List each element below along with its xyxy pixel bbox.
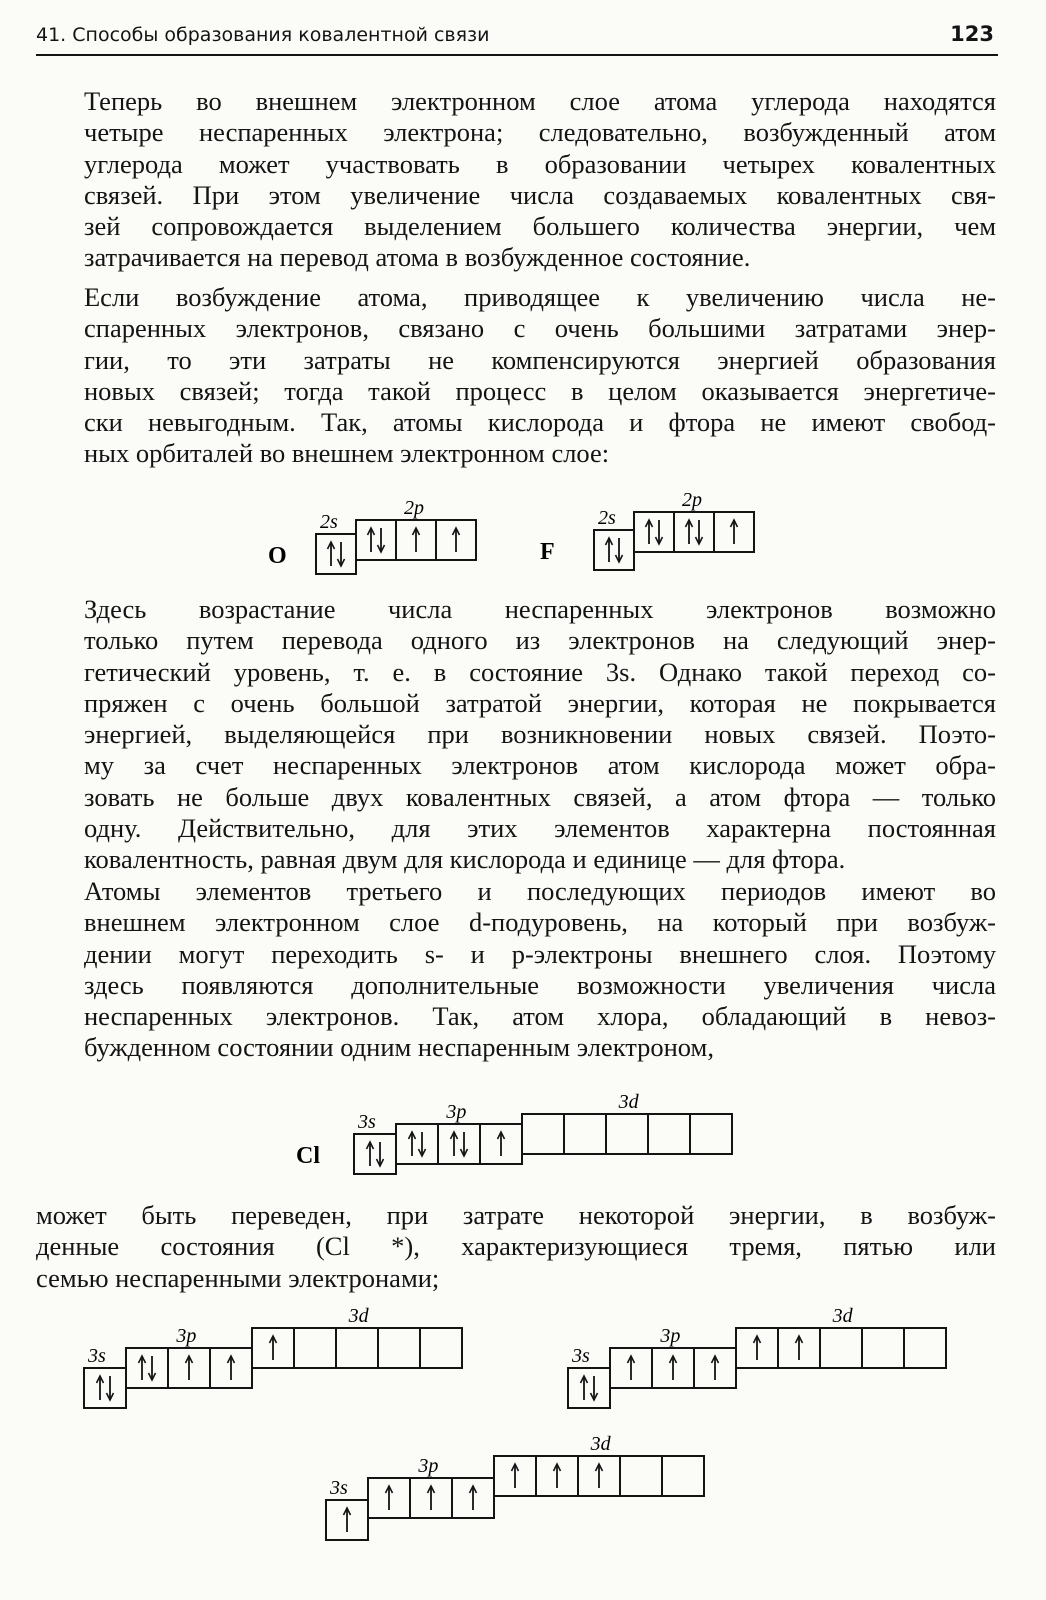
chlorine-excited-5-diagram bbox=[568, 1305, 968, 1427]
orbital-cell bbox=[368, 1478, 410, 1518]
s-label: 3s bbox=[358, 1111, 376, 1133]
paragraph-2 bbox=[36, 282, 996, 470]
orbital-cell bbox=[396, 1124, 438, 1164]
text-line: гии, то эти затраты не компенсируются энергией образования bbox=[84, 344, 996, 375]
text-line: пряжен с очень большой затратой энергии, которая не покрывается bbox=[84, 687, 996, 718]
orbital-cell bbox=[354, 1134, 396, 1174]
s-label: 3s bbox=[88, 1345, 106, 1367]
paragraph-4 bbox=[36, 876, 996, 1064]
orbital-cell bbox=[694, 1348, 736, 1388]
s-sublevel bbox=[316, 534, 356, 574]
d-sublevel bbox=[522, 1114, 732, 1154]
orbital-cell bbox=[480, 1124, 522, 1164]
orbital-cell bbox=[652, 1348, 694, 1388]
paragraph-1 bbox=[36, 86, 996, 274]
p-sublevel bbox=[126, 1348, 252, 1388]
text-line: Атомы элементов третьего и последующих периодов имеют во bbox=[84, 876, 996, 906]
orbital-cell bbox=[438, 1124, 480, 1164]
p-label: 3p bbox=[660, 1325, 681, 1347]
s-sublevel bbox=[354, 1134, 396, 1174]
text-line: новых связей; тогда такой процесс в целом оказывается энергетиче- bbox=[84, 375, 996, 406]
text-line: затрачивается на перевод атома в возбужденное состояние. bbox=[84, 242, 751, 273]
orbital-cell bbox=[336, 1328, 378, 1368]
orbital-cell bbox=[620, 1456, 662, 1496]
orbital-cell bbox=[568, 1368, 610, 1408]
d-label: 3d bbox=[618, 1091, 639, 1113]
d-sublevel bbox=[736, 1328, 946, 1368]
text-line: спаренных электронов, связано с очень большими затратами энер- bbox=[84, 313, 996, 344]
orbital-cell bbox=[356, 520, 396, 560]
orbital-cell bbox=[634, 512, 674, 552]
orbital-cell bbox=[714, 512, 754, 552]
s-label: 2s bbox=[320, 511, 338, 533]
paragraph-3 bbox=[36, 594, 996, 876]
p-sublevel bbox=[396, 1124, 522, 1164]
text-line: гетический уровень, т. е. в состояние 3s. Однако такой переход со- bbox=[84, 656, 996, 687]
orbital-cell bbox=[84, 1368, 126, 1408]
text-line: одну. Действительно, для этих элементов характерна постоянная bbox=[84, 813, 996, 844]
text-line: зей сопровождается выделением большего количества энергии, чем bbox=[84, 211, 996, 242]
orbital-cell bbox=[648, 1114, 690, 1154]
p-sublevel bbox=[634, 512, 754, 552]
orbital-cell bbox=[294, 1328, 336, 1368]
orbital-cell bbox=[564, 1114, 606, 1154]
orbital-cell bbox=[594, 530, 634, 570]
chlorine-orbital-diagram bbox=[296, 1082, 756, 1187]
orbital-cell bbox=[662, 1456, 704, 1496]
s-label: 2s bbox=[598, 507, 616, 529]
chlorine-excited-7-diagram bbox=[326, 1433, 726, 1565]
d-sublevel bbox=[494, 1456, 704, 1496]
text-line: ски невыгодным. Так, атомы кислорода и фтора не имеют свобод- bbox=[84, 407, 996, 438]
s-label: 3s bbox=[572, 1345, 590, 1367]
p-label: 2p bbox=[682, 489, 702, 511]
oxygen-orbital-diagram bbox=[268, 490, 498, 585]
text-line: семью неспаренными электронами; bbox=[36, 1262, 440, 1293]
s-label: 3s bbox=[330, 1477, 348, 1499]
s-sublevel bbox=[568, 1368, 610, 1408]
text-line: внешнем электронном слое d-подуровень, на который при возбуж- bbox=[84, 907, 996, 938]
orbital-cell bbox=[820, 1328, 862, 1368]
d-label: 3d bbox=[590, 1433, 611, 1455]
orbital-cell bbox=[420, 1328, 462, 1368]
text-line: связей. При этом увеличение числа создаваемых ковалентных свя- bbox=[84, 179, 996, 210]
orbital-cell bbox=[862, 1328, 904, 1368]
orbital-cell bbox=[610, 1348, 652, 1388]
p-label: 2p bbox=[404, 497, 424, 519]
s-sublevel bbox=[84, 1368, 126, 1408]
text-line: углерода может участвовать в образовании четырех ковалентных bbox=[84, 148, 996, 179]
text-line: четыре неспаренных электрона; следовательно, возбужденный атом bbox=[84, 117, 996, 148]
element-symbol: Cl bbox=[296, 1142, 320, 1169]
orbital-cell bbox=[436, 520, 476, 560]
orbital-cell bbox=[674, 512, 714, 552]
running-header bbox=[36, 22, 996, 52]
orbital-cell bbox=[736, 1328, 778, 1368]
text-line: зовать не больше двух ковалентных связей, а атом фтора — только bbox=[84, 781, 996, 812]
p-label: 3p bbox=[176, 1325, 197, 1347]
s-sublevel bbox=[326, 1500, 368, 1540]
orbital-cell bbox=[690, 1114, 732, 1154]
section-title: 41. Способы образования ковалентной связи bbox=[36, 24, 490, 46]
text-line: ковалентность, равная двум для кислорода и единице — для фтора. bbox=[84, 844, 846, 875]
d-sublevel bbox=[252, 1328, 462, 1368]
orbital-cell bbox=[522, 1114, 564, 1154]
p-sublevel bbox=[368, 1478, 494, 1518]
fluorine-orbital-diagram bbox=[540, 480, 770, 585]
page-number: 123 bbox=[950, 22, 994, 46]
text-line: энергией, выделяющейся при возникновении новых связей. Поэто- bbox=[84, 719, 996, 750]
orbital-cell bbox=[210, 1348, 252, 1388]
orbital-cell bbox=[778, 1328, 820, 1368]
text-line: только путем перевода одного из электронов на следующий энер- bbox=[84, 625, 996, 656]
d-label: 3d bbox=[348, 1305, 369, 1327]
p-sublevel bbox=[610, 1348, 736, 1388]
p-label: 3p bbox=[418, 1455, 439, 1477]
text-line: му за счет неспаренных электронов атом кислорода может обра- bbox=[84, 750, 996, 781]
element-symbol: F bbox=[540, 538, 555, 565]
text-line: бужденном состоянии одним неспаренным электроном, bbox=[84, 1032, 714, 1063]
text-line: Здесь возрастание числа неспаренных электронов возможно bbox=[84, 594, 996, 624]
d-label: 3d bbox=[832, 1305, 853, 1327]
paragraph-5 bbox=[36, 1200, 996, 1294]
orbital-cell bbox=[410, 1478, 452, 1518]
text-line: Если возбуждение атома, приводящее к увеличению числа не- bbox=[84, 282, 996, 312]
orbital-cell bbox=[168, 1348, 210, 1388]
orbital-cell bbox=[378, 1328, 420, 1368]
orbital-cell bbox=[126, 1348, 168, 1388]
orbital-cell bbox=[326, 1500, 368, 1540]
orbital-cell bbox=[316, 534, 356, 574]
chlorine-excited-3-diagram bbox=[84, 1305, 484, 1427]
text-line: здесь появляются дополнительные возможности увеличения числа bbox=[84, 969, 996, 1000]
orbital-cell bbox=[452, 1478, 494, 1518]
orbital-cell bbox=[578, 1456, 620, 1496]
orbital-cell bbox=[904, 1328, 946, 1368]
text-line: ных орбиталей во внешнем электронном слое: bbox=[84, 438, 610, 469]
p-label: 3p bbox=[446, 1101, 467, 1123]
text-line: денные состояния (Cl *), характеризующиеся тремя, пятью или bbox=[36, 1231, 996, 1262]
orbital-cell bbox=[494, 1456, 536, 1496]
orbital-cell bbox=[396, 520, 436, 560]
header-rule bbox=[36, 54, 998, 56]
orbital-cell bbox=[536, 1456, 578, 1496]
text-line: Теперь во внешнем электронном слое атома углерода находятся bbox=[84, 86, 996, 116]
p-sublevel bbox=[356, 520, 476, 560]
text-line: дении могут переходить s- и p-электроны внешнего слоя. Поэтому bbox=[84, 938, 996, 969]
orbital-cell bbox=[606, 1114, 648, 1154]
orbital-cell bbox=[252, 1328, 294, 1368]
text-line: может быть переведен, при затрате некоторой энергии, в возбуж- bbox=[36, 1200, 996, 1230]
element-symbol: O bbox=[268, 542, 287, 569]
text-line: неспаренных электронов. Так, атом хлора, обладающий в невоз- bbox=[84, 1001, 996, 1032]
s-sublevel bbox=[594, 530, 634, 570]
